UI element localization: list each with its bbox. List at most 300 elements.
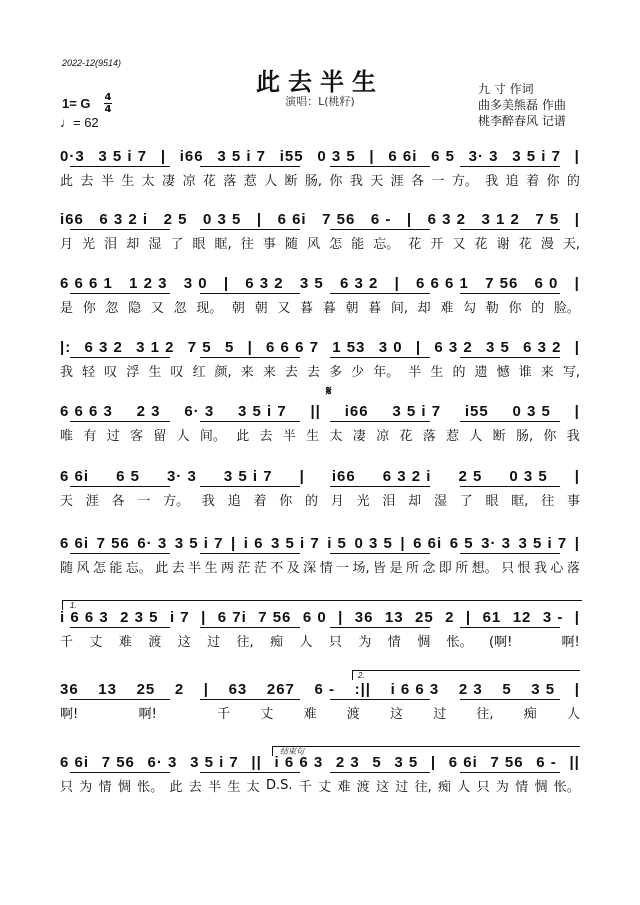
- note-group: 7 56: [322, 210, 356, 228]
- beam-line: [330, 229, 430, 230]
- lyric-syllable: 事: [262, 236, 276, 252]
- lyric-syllable: 我: [485, 173, 499, 189]
- lyric-syllable: 了: [170, 236, 184, 252]
- lyric-syllable: 能: [351, 236, 365, 252]
- transcriber-credit: 桃李醉春风 记谱: [478, 114, 566, 128]
- beam-line: [200, 293, 300, 294]
- meter-top: 4: [104, 92, 112, 103]
- note-group: i 7: [169, 608, 190, 626]
- lyric-syllable: 间,: [390, 300, 408, 316]
- lyric-syllable: 为: [358, 634, 372, 650]
- bar-line: |: [430, 753, 437, 771]
- beam-line: [460, 293, 560, 294]
- lyric-syllable: 了: [459, 493, 473, 509]
- lyric-syllable: 所: [405, 560, 419, 576]
- lyric-syllable: 千: [217, 706, 231, 722]
- lyric-syllable: 花: [408, 236, 422, 252]
- lyric-syllable: 皆: [373, 560, 387, 576]
- note-group: 25: [136, 680, 156, 698]
- bar-line: |: [574, 402, 580, 420]
- beam-line: [460, 229, 560, 230]
- lyric-syllable: 情: [319, 560, 333, 576]
- note-group: i66: [344, 402, 369, 420]
- bar-line: |: [574, 534, 580, 552]
- lyric-syllable: 过: [207, 634, 221, 650]
- bar-line: |: [400, 534, 406, 552]
- lyric-syllable: 漫: [540, 236, 554, 252]
- lyric-syllable: 往,: [414, 779, 432, 795]
- lyric-syllable: 却: [417, 300, 431, 316]
- lyric-syllable: 只: [60, 779, 74, 795]
- lyric-syllable: 的: [452, 364, 466, 380]
- note-group: 6 6i: [60, 534, 90, 552]
- lyric-syllable: 人: [299, 634, 313, 650]
- beam-line: [70, 486, 170, 487]
- note-group: 6 3 2: [434, 338, 473, 356]
- lyric-syllable: 是: [389, 560, 403, 576]
- lyric-syllable: 少: [351, 364, 365, 380]
- note-group: 61: [482, 608, 502, 626]
- note-group: i 6: [243, 534, 264, 552]
- lyric-syllable: 往,: [236, 634, 254, 650]
- lyric-syllable: 这: [375, 779, 389, 795]
- lyric-syllable: 红: [192, 364, 206, 380]
- lyric-syllable: 怅。: [137, 779, 164, 795]
- lyrics-line: [60, 169, 580, 189]
- note-group: 3 5 i 7: [98, 147, 148, 165]
- lyric-syllable: 勒: [485, 300, 499, 316]
- bar-line: |: [299, 467, 305, 485]
- lyric-syllable: 去: [284, 364, 298, 380]
- note-group: 6 0: [302, 608, 327, 626]
- note-group: 0 3 5: [509, 467, 548, 485]
- lyric-syllable: 痴: [523, 706, 537, 722]
- lyric-syllable: 是: [60, 300, 74, 316]
- note-group: 267: [266, 680, 295, 698]
- lyric-syllable: 来: [240, 364, 254, 380]
- note-group: 6 3 2: [339, 274, 379, 292]
- lyric-syllable: 写,: [562, 364, 580, 380]
- bar-line: |: [574, 680, 580, 698]
- lyric-syllable: 去: [80, 173, 94, 189]
- beam-line: [200, 486, 300, 487]
- lyrics-line: [60, 775, 580, 795]
- lyric-syllable: 去: [188, 779, 202, 795]
- lyric-syllable: 啊!: [60, 706, 79, 722]
- note-group: 6 6i: [60, 753, 90, 771]
- lyric-syllable: 现。: [196, 300, 223, 316]
- beam-line: [460, 627, 560, 628]
- beam-line: [70, 699, 170, 700]
- lyric-syllable: 你: [279, 493, 293, 509]
- lyric-syllable: (啊!: [489, 634, 513, 650]
- note-group: 1 53: [332, 338, 366, 356]
- lyric-syllable: 有: [83, 428, 97, 444]
- lyric-syllable: 惆: [534, 779, 548, 795]
- beam-line: [70, 772, 170, 773]
- note-group: 6 6 6 7: [266, 338, 319, 356]
- lyric-syllable: 随: [284, 236, 298, 252]
- note-group: 2: [174, 680, 185, 698]
- bar-line: |: [201, 608, 207, 626]
- beam-line: [200, 627, 300, 628]
- lyric-syllable: 场,: [352, 560, 370, 576]
- lyric-syllable: 去: [259, 428, 273, 444]
- lyric-syllable: 朝: [254, 300, 268, 316]
- note-group: 0 3 5: [354, 534, 393, 552]
- lyric-syllable: 你: [543, 428, 557, 444]
- lyric-syllable: 忽: [173, 300, 187, 316]
- score-serial: 2022-12(9514): [62, 58, 122, 68]
- note-group: 3 0: [183, 274, 208, 292]
- lyric-syllable: 着: [526, 173, 540, 189]
- lyric-syllable: 湿: [433, 493, 447, 509]
- lyrics-line: [60, 296, 580, 316]
- lyric-syllable: 脸。: [553, 300, 580, 316]
- lyric-syllable: 难: [337, 779, 351, 795]
- lyric-syllable: 渡: [148, 634, 162, 650]
- beam-line: [200, 699, 300, 700]
- lyric-syllable: 又: [452, 236, 466, 252]
- note-group: 13: [384, 608, 404, 626]
- beam-line: [200, 229, 300, 230]
- lyric-syllable: 只: [328, 634, 342, 650]
- lyric-syllable: 千: [60, 634, 74, 650]
- lyric-syllable: 你: [508, 300, 522, 316]
- lyric-syllable: 的: [531, 300, 545, 316]
- note-group: 7 56: [96, 534, 130, 552]
- lyric-syllable: 暮: [300, 300, 314, 316]
- bar-line: |: [574, 147, 580, 165]
- lyric-syllable: 花: [202, 173, 216, 189]
- lyric-syllable: 千: [298, 779, 312, 795]
- beam-line: [200, 772, 300, 773]
- lyric-syllable: 一: [431, 173, 445, 189]
- bar-line: |: [574, 210, 580, 228]
- note-group: 2 3: [136, 402, 161, 420]
- lyric-syllable: 过: [433, 706, 447, 722]
- lyric-syllable: 却: [408, 493, 422, 509]
- note-group: 7 56: [485, 274, 519, 292]
- lyric-syllable: 留: [153, 428, 167, 444]
- lyric-syllable: 颜,: [214, 364, 232, 380]
- bar-line: |: [369, 147, 375, 165]
- lyric-syllable: 丈: [89, 634, 103, 650]
- lyric-syllable: 唯: [60, 428, 74, 444]
- lyric-syllable: 湿: [148, 236, 162, 252]
- lyric-syllable: 憾: [496, 364, 510, 380]
- note-group: 0·3: [60, 147, 85, 165]
- lyric-syllable: 此: [155, 560, 169, 576]
- note-group: 2 3: [458, 680, 483, 698]
- note-group: 13: [98, 680, 117, 698]
- note-group: i 6 6 3: [390, 680, 440, 698]
- lyric-syllable: 半: [408, 364, 422, 380]
- note-group: 6 3 2: [84, 338, 123, 356]
- beam-line: [330, 166, 430, 167]
- lyric-syllable: 的: [566, 173, 580, 189]
- lyric-syllable: 痴: [270, 634, 284, 650]
- beam-line: [460, 772, 560, 773]
- note-group: 6 3 2 i: [99, 210, 149, 228]
- lyric-syllable: 追: [227, 493, 241, 509]
- note-group: 36: [354, 608, 374, 626]
- note-group: 7 56: [258, 608, 292, 626]
- note-group: 6 -: [370, 210, 392, 228]
- note-group: 6 -: [536, 753, 557, 771]
- lyric-syllable: 月: [330, 493, 344, 509]
- tempo-marking: ♩= 62: [60, 115, 99, 130]
- lyric-syllable: 往: [240, 236, 254, 252]
- lyric-syllable: 开: [430, 236, 444, 252]
- lyric-syllable: 却: [126, 236, 140, 252]
- note-group: 6 6 6 3: [60, 402, 113, 420]
- note-group: 5: [502, 680, 512, 698]
- beam-line: [200, 357, 300, 358]
- lyric-syllable: 我: [349, 173, 363, 189]
- lyric-syllable: 落: [223, 173, 237, 189]
- lyric-syllable: 叹: [170, 364, 184, 380]
- note-group: 0 3 5: [512, 402, 551, 420]
- lyric-syllable: 往: [541, 493, 555, 509]
- beam-line: [330, 357, 430, 358]
- note-group: 6· 3: [147, 753, 178, 771]
- lyric-syllable: 怎: [329, 236, 343, 252]
- note-group: i 6 6 3: [60, 608, 109, 626]
- note-group: 3· 3: [468, 147, 499, 165]
- note-group: 3· 3: [481, 534, 511, 552]
- lyric-syllable: 天: [370, 173, 384, 189]
- lyric-syllable: 你: [546, 173, 560, 189]
- lyric-syllable: 凄: [162, 173, 176, 189]
- lyric-syllable: 为: [79, 779, 93, 795]
- bar-line: |: [247, 338, 253, 356]
- lyric-syllable: 肠,: [515, 428, 534, 444]
- bar-line: |: [223, 274, 230, 292]
- notation-line: [60, 751, 580, 773]
- bar-line: |: [203, 680, 209, 698]
- lyric-syllable: 断: [284, 173, 298, 189]
- lyric-syllable: 人: [566, 706, 580, 722]
- notation-line: [60, 465, 580, 487]
- lyric-syllable: 啊!: [138, 706, 157, 722]
- note-group: 6 6 6 1: [60, 274, 113, 292]
- note-group: 7 56: [490, 753, 524, 771]
- volta2-label: 2.: [358, 671, 365, 680]
- lyric-syllable: 又: [277, 300, 291, 316]
- notation-line: [60, 336, 580, 358]
- lyric-syllable: 往,: [476, 706, 494, 722]
- note-group: 5: [224, 338, 235, 356]
- note-group: 6· 3: [137, 534, 168, 552]
- note-group: 6 6i: [413, 534, 443, 552]
- lyric-syllable: 难: [440, 300, 454, 316]
- bar-line: |: [160, 147, 167, 165]
- lyric-syllable: 花: [474, 236, 488, 252]
- beam-line: [200, 553, 300, 554]
- lyric-syllable: 能: [109, 560, 123, 576]
- note-group: 6 6i: [388, 147, 418, 165]
- lyric-syllable: 半: [100, 173, 114, 189]
- note-group: 6· 3: [184, 402, 215, 420]
- note-group: 3 1 2: [481, 210, 520, 228]
- notation-line: [60, 208, 580, 230]
- meter-bottom: 4: [104, 104, 112, 115]
- lyric-syllable: 人: [264, 173, 278, 189]
- note-group: 2 5: [458, 467, 483, 485]
- note-group: 6 5: [431, 147, 455, 165]
- time-signature: [104, 93, 112, 114]
- bar-line: |: [574, 467, 580, 485]
- lyric-syllable: 暮: [368, 300, 382, 316]
- note-group: 3· 3: [166, 467, 197, 485]
- lyric-syllable: 生: [121, 173, 135, 189]
- lyric-syllable: 渡: [356, 779, 370, 795]
- notation-line: [60, 145, 580, 167]
- note-group: 6 3 2: [245, 274, 284, 292]
- lyric-syllable: 生: [306, 428, 320, 444]
- lyricist-credit: 九 寸 作词: [478, 82, 534, 96]
- lyric-syllable: 光: [82, 236, 96, 252]
- lyric-syllable: 人: [457, 779, 471, 795]
- lyric-syllable: 方。: [451, 173, 478, 189]
- note-group: 3 5 i 7: [223, 467, 273, 485]
- notation-line: [60, 678, 580, 700]
- beam-line: [200, 166, 300, 167]
- lyric-syllable: 只: [501, 560, 515, 576]
- coda-bracket: [272, 746, 580, 747]
- lyrics-line: [60, 424, 580, 444]
- lyric-syllable: 来: [262, 364, 276, 380]
- lyric-syllable: 又: [150, 300, 164, 316]
- lyric-syllable: 人: [176, 428, 190, 444]
- beam-line: [70, 553, 170, 554]
- lyric-syllable: 怎: [92, 560, 106, 576]
- lyric-syllable: 朝: [231, 300, 245, 316]
- lyric-syllable: 渡: [346, 706, 360, 722]
- beam-line: [70, 627, 170, 628]
- note-group: 3 5 i 7: [518, 534, 568, 552]
- lyric-syllable: 啊!: [561, 634, 580, 650]
- note-group: 0 3 5: [317, 147, 356, 165]
- lyrics-line: [60, 556, 580, 576]
- beam-line: [460, 699, 560, 700]
- lyric-syllable: 花: [518, 236, 532, 252]
- lyric-syllable: 来: [540, 364, 554, 380]
- bar-line: |: [394, 274, 400, 292]
- notation-line: [60, 272, 580, 294]
- beam-line: [200, 421, 300, 422]
- notation-line: [60, 606, 580, 628]
- lyric-syllable: 难: [303, 706, 317, 722]
- note-group: 3 0: [378, 338, 403, 356]
- lyric-syllable: 惹: [243, 173, 257, 189]
- lyric-syllable: 不: [270, 560, 284, 576]
- lyric-syllable: 忘。: [373, 236, 400, 252]
- lyrics-line: [60, 630, 580, 650]
- beam-line: [330, 553, 430, 554]
- lyrics-line: [60, 489, 580, 509]
- note-group: 2 3: [335, 753, 360, 771]
- note-group: 3 5 i 7: [174, 534, 224, 552]
- note-group: 2 5: [163, 210, 188, 228]
- note-group: 3 5 i 7: [512, 147, 561, 165]
- lyric-syllable: 追: [505, 173, 519, 189]
- lyric-syllable: 一: [137, 493, 151, 509]
- lyric-syllable: 风: [306, 236, 320, 252]
- lyric-syllable: 怅。: [446, 634, 473, 650]
- lyric-syllable: 的: [305, 493, 319, 509]
- lyric-syllable: 多: [329, 364, 343, 380]
- lyric-syllable: 眼: [192, 236, 206, 252]
- lyric-syllable: 去: [306, 364, 320, 380]
- lyric-syllable: 谢: [496, 236, 510, 252]
- page-title: 此去半生: [256, 68, 384, 96]
- lyric-syllable: 情: [515, 779, 529, 795]
- note-group: 6 0: [534, 274, 559, 292]
- lyric-syllable: 情: [98, 779, 112, 795]
- lyric-syllable: 过: [395, 779, 409, 795]
- bar-line: ||: [569, 753, 580, 771]
- beam-line: [330, 627, 430, 628]
- lyric-syllable: 太: [246, 779, 260, 795]
- bar-line: |: [406, 210, 413, 228]
- beam-line: [70, 166, 170, 167]
- bar-line: |: [574, 274, 580, 292]
- note-group: i 6 6 3: [274, 753, 324, 771]
- lyric-syllable: 朝: [345, 300, 359, 316]
- bar-line: ||: [310, 402, 321, 420]
- lyric-syllable: 念: [422, 560, 436, 576]
- note-group: 3 5: [299, 274, 324, 292]
- note-group: 25: [415, 608, 434, 626]
- lyric-syllable: 光: [356, 493, 370, 509]
- beam-line: [460, 421, 560, 422]
- lyric-syllable: 方。: [163, 493, 190, 509]
- lyric-syllable: 花: [399, 428, 413, 444]
- lyric-syllable: 惹: [446, 428, 460, 444]
- lyric-syllable: 恨: [517, 560, 531, 576]
- beam-line: [330, 293, 430, 294]
- lyric-syllable: 惆: [117, 779, 131, 795]
- notation-line: [60, 400, 580, 422]
- lyric-syllable: 生: [148, 364, 162, 380]
- lyric-syllable: 丈: [318, 779, 332, 795]
- lyric-syllable: D.S.: [265, 777, 293, 793]
- lyric-syllable: 间。: [199, 428, 226, 444]
- lyric-syllable: 去: [171, 560, 185, 576]
- lyric-syllable: 眼: [485, 493, 499, 509]
- note-group: i55: [279, 147, 304, 165]
- lyric-syllable: 风: [76, 560, 90, 576]
- lyric-syllable: 谁: [518, 364, 532, 380]
- lyric-syllable: 想。: [471, 560, 498, 576]
- note-group: 2 3 5: [120, 608, 159, 626]
- bar-line: |: [338, 608, 344, 626]
- lyric-syllable: 茫: [253, 560, 267, 576]
- note-group: 6 7i: [217, 608, 247, 626]
- note-group: i55: [464, 402, 489, 420]
- bar-line: |:: [60, 338, 72, 356]
- lyric-syllable: 随: [60, 560, 74, 576]
- note-group: 7 5: [535, 210, 560, 228]
- note-group: 6 5: [449, 534, 474, 552]
- lyric-syllable: 只: [476, 779, 490, 795]
- volta1-label: 1.: [70, 601, 77, 610]
- lyric-syllable: 情: [387, 634, 401, 650]
- lyric-syllable: 忘。: [125, 560, 152, 576]
- lyric-syllable: 眶,: [511, 493, 529, 509]
